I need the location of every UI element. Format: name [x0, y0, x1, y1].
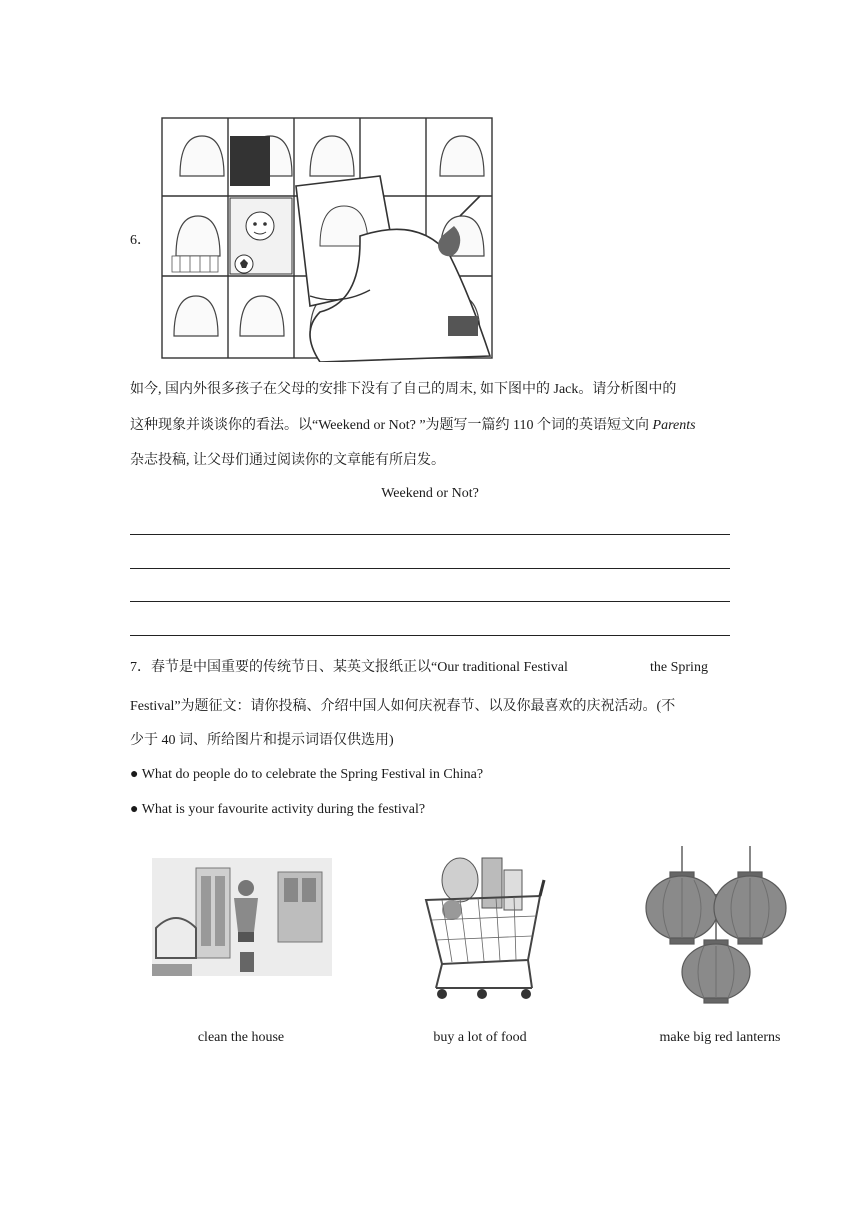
- q7-line-2: Festival”为题征文：请你投稿、介绍中国人如何庆祝春节、以及你最喜欢的庆祝活动。(不: [130, 699, 676, 714]
- red-lanterns-image: [642, 838, 798, 1004]
- q7-line-1-text: 7．春节是中国重要的传统节日、某英文报纸正以“Our traditional Festival: [130, 660, 568, 675]
- essay-title: Weekend or Not?: [381, 486, 479, 501]
- caption-buy-food: buy a lot of food: [433, 1030, 527, 1045]
- answer-line[interactable]: [130, 601, 730, 602]
- caption-make-lanterns: make big red lanterns: [659, 1030, 781, 1045]
- q6-para-line-2-text: 这种现象并谈谈你的看法。以“Weekend or Not? ”为题写一篇约 110 个词的英语短文向: [130, 418, 653, 433]
- q6-para-line-1: 如今, 国内外很多孩子在父母的安排下没有了自己的周末, 如下图中的 Jack。请分析图中的: [130, 382, 677, 397]
- clean-house-picture: [146, 848, 338, 988]
- q6-para-line-3: 杂志投稿, 让父母们通过阅读你的文章能有所启发。: [130, 453, 445, 468]
- answer-line[interactable]: [130, 568, 730, 569]
- puzzle-image: [160, 116, 494, 362]
- shopping-cart-icon: [412, 840, 548, 1000]
- lanterns-picture: [642, 838, 798, 1004]
- q7-line-3: 少于 40 词、所给图片和提示词语仅供选用): [130, 733, 394, 748]
- caption-clean-house: clean the house: [197, 1030, 285, 1045]
- clean-house-image: [146, 848, 338, 988]
- q7-line-1: [130, 658, 568, 678]
- q7-bullet-2: ● What is your favourite activity during the festival?: [130, 802, 426, 817]
- puzzle-illustration: [160, 116, 494, 362]
- parents-magazine-name: Parents: [652, 418, 696, 433]
- answer-line[interactable]: [130, 635, 730, 636]
- shopping-cart-picture: [412, 840, 548, 1000]
- q6-para-line-2: [130, 416, 696, 436]
- answer-line[interactable]: [130, 534, 730, 535]
- q7-bullet-1: ● What do people do to celebrate the Spring Festival in China?: [130, 767, 484, 782]
- question-6-number: 6．: [130, 233, 151, 248]
- q7-line-1-end: the Spring: [650, 660, 708, 675]
